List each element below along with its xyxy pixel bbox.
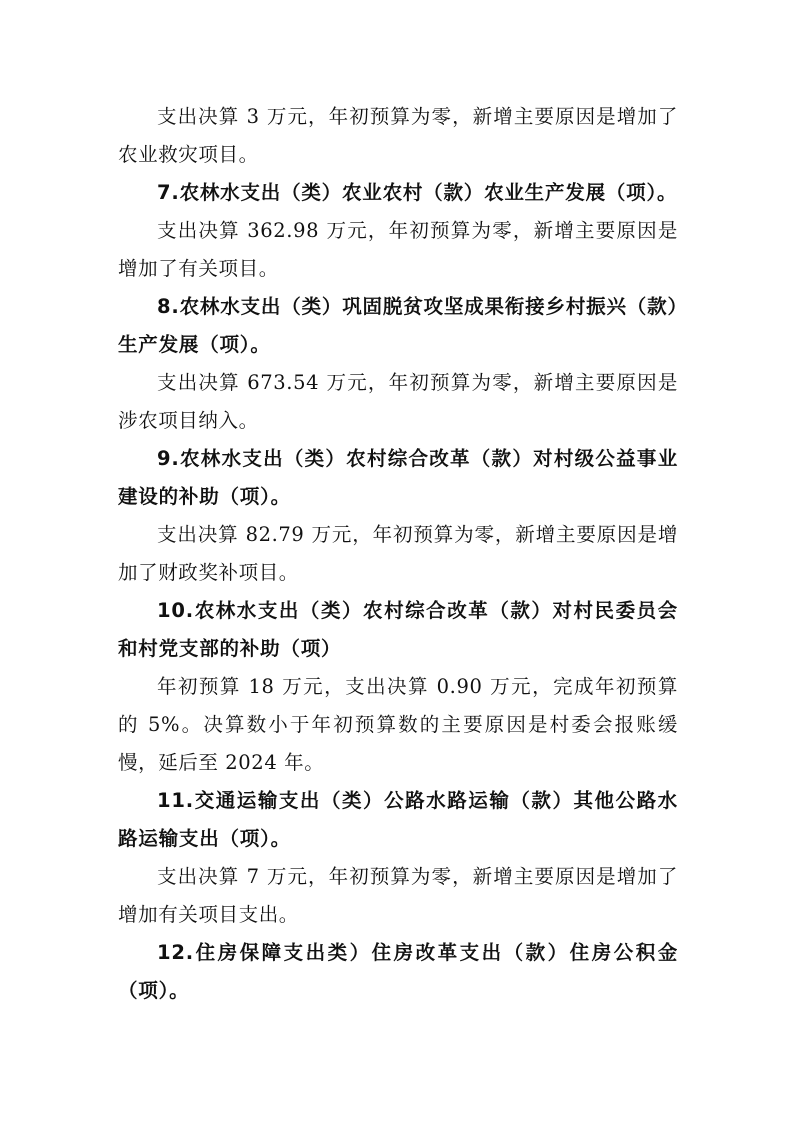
document-body bbox=[118, 98, 678, 1010]
section-heading-12: 12.住房保障支出类）住房改革支出（款）住房公积金（项）。 bbox=[118, 941, 678, 1002]
section-heading-8: 8.农林水支出（类）巩固脱贫攻坚成果衔接乡村振兴（款）生产发展（项）。 bbox=[118, 295, 678, 356]
section-heading-11: 11.交通运输支出（类）公路水路运输（款）其他公路水路运输支出（项）。 bbox=[118, 789, 678, 850]
section-heading-9: 9.农林水支出（类）农村综合改革（款）对村级公益事业建设的补助（项）。 bbox=[118, 447, 678, 508]
paragraph-section-11: 支出决算 7 万元，年初预算为零，新增主要原因是增加了增加有关项目支出。 bbox=[118, 865, 678, 926]
section-heading-7: 7.农林水支出（类）农业农村（款）农业生产发展（项）。 bbox=[157, 181, 678, 204]
paragraph-section-7: 支出决算 362.98 万元，年初预算为零，新增主要原因是增加了有关项目。 bbox=[118, 219, 678, 280]
paragraph-agri-disaster-relief: 支出决算 3 万元，年初预算为零，新增主要原因是增加了农业救灾项目。 bbox=[118, 105, 678, 166]
paragraph-section-10: 年初预算 18 万元，支出决算 0.90 万元，完成年初预算的 5%。决算数小于年初预算数的主要原因是村委会报账缓慢，延后至 2024 年。 bbox=[118, 675, 678, 774]
section-heading-10: 10.农林水支出（类）农村综合改革（款）对村民委员会和村党支部的补助（项） bbox=[118, 599, 678, 660]
paragraph-section-9: 支出决算 82.79 万元，年初预算为零，新增主要原因是增加了财政奖补项目。 bbox=[118, 523, 678, 584]
paragraph-section-8: 支出决算 673.54 万元，年初预算为零，新增主要原因是涉农项目纳入。 bbox=[118, 371, 678, 432]
